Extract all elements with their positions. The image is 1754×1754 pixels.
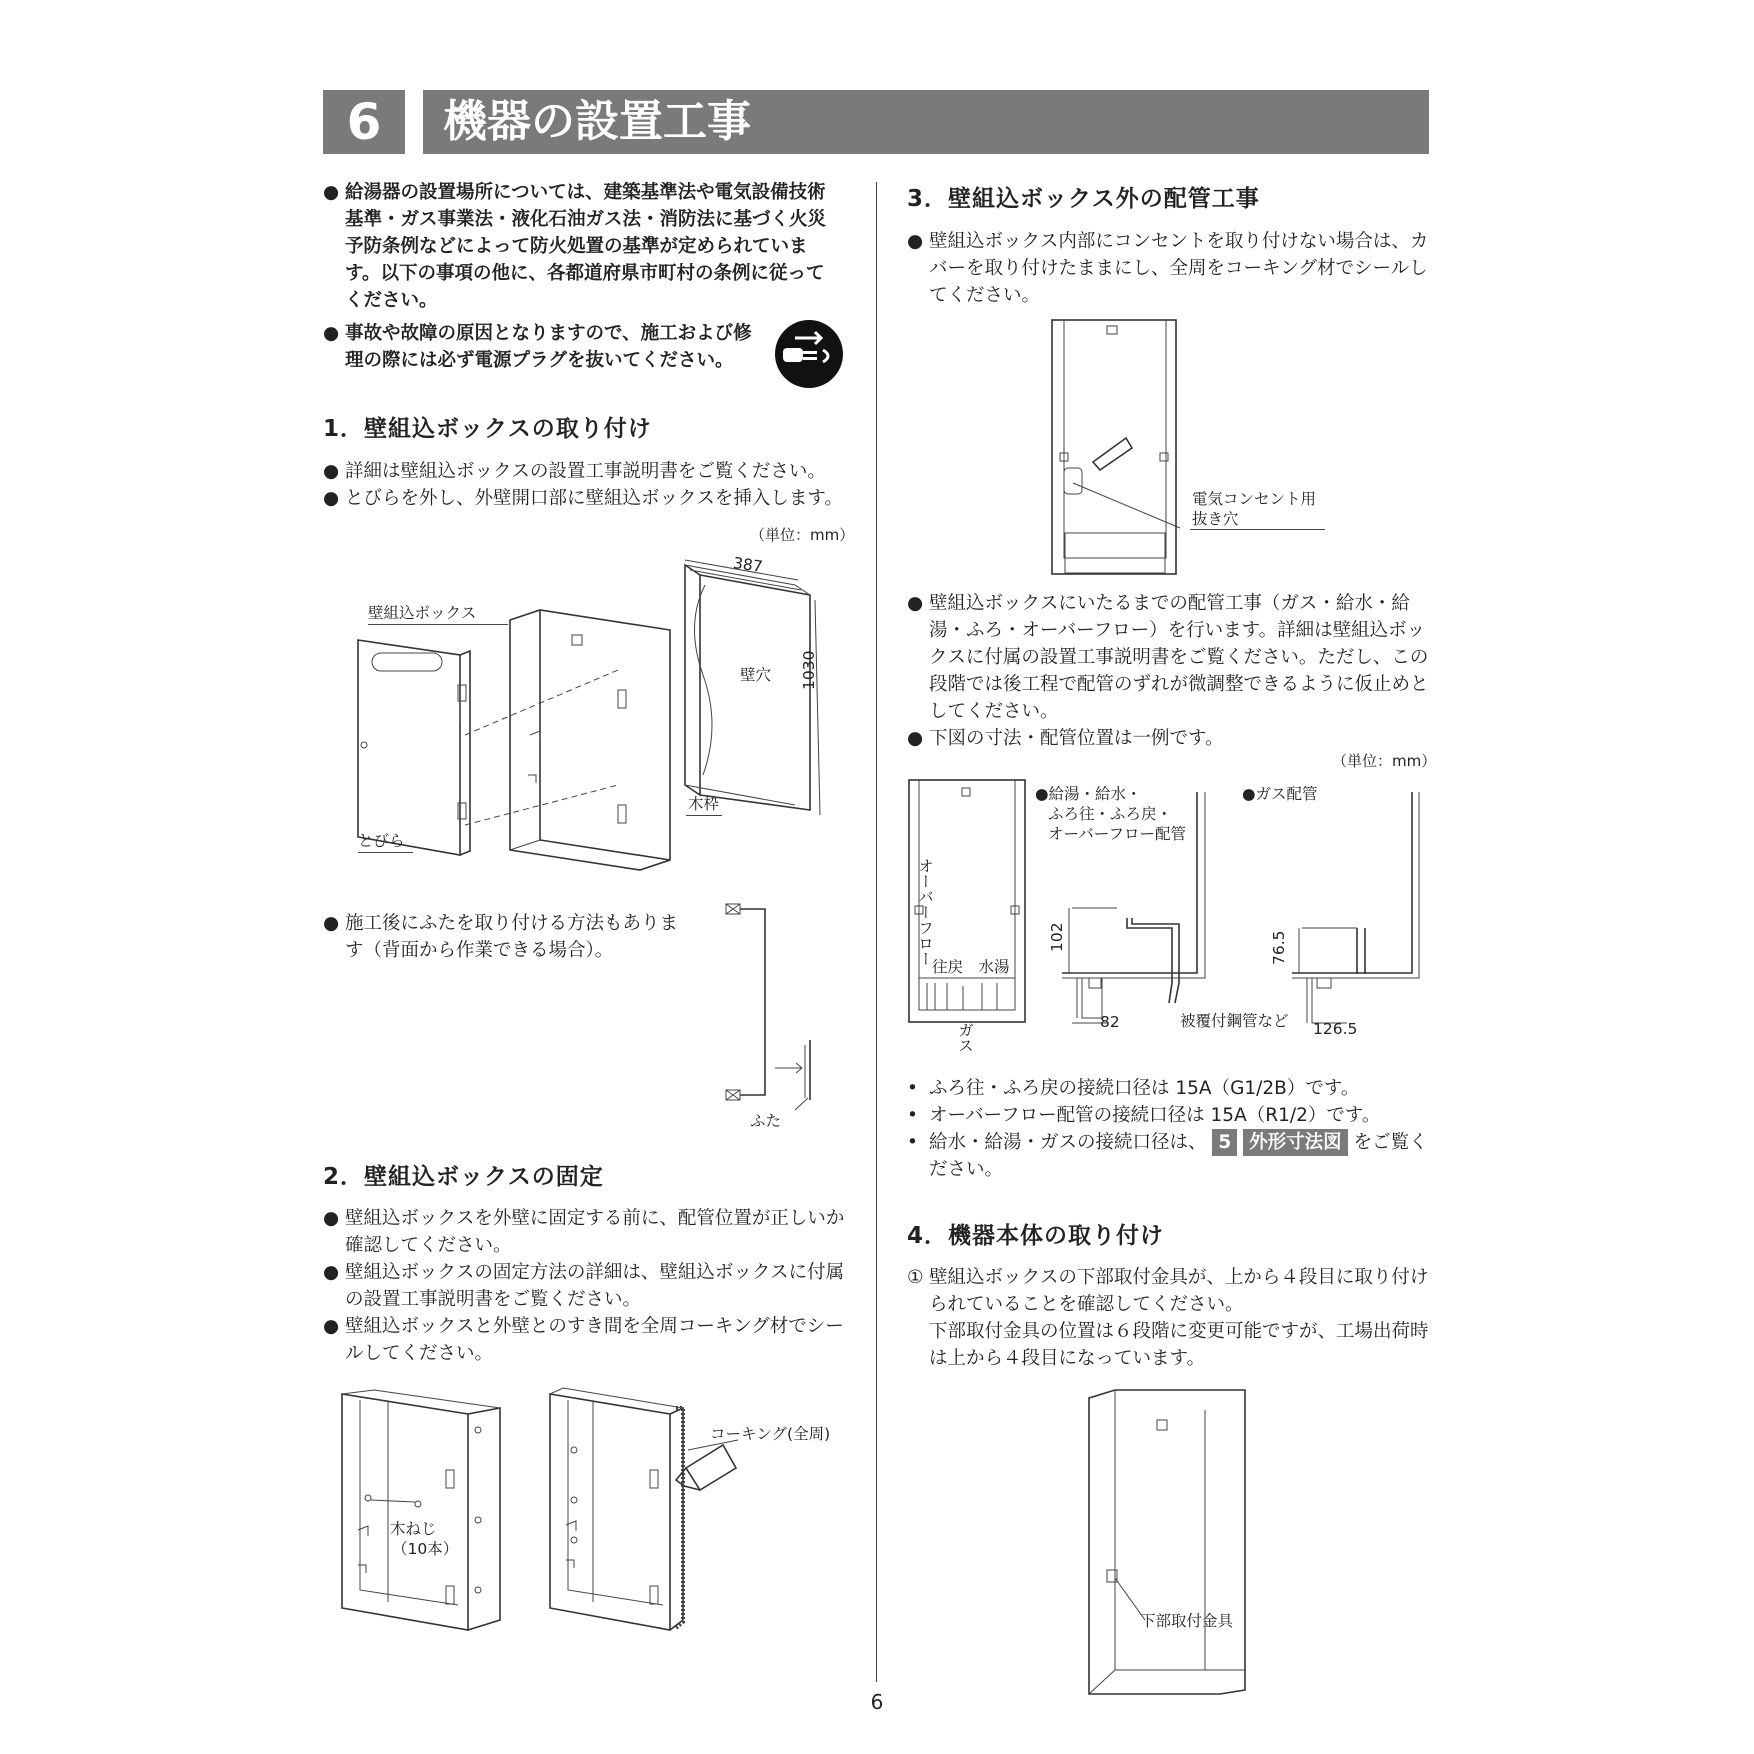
door-label-line: [358, 852, 413, 853]
overflow-label: オーバーフロー: [916, 858, 934, 967]
pipe-label-3: オーバーフロー配管: [1048, 825, 1186, 843]
section3-bullet-2: ● 下図の寸法・配管位置は一例です。: [907, 728, 1224, 749]
outlet-label-line: [1190, 529, 1325, 530]
frame-label: 木枠: [688, 795, 720, 813]
section2-bullet-1: ● 壁組込ボックスを外壁に固定する前に、配管位置が正しいか確認してください。: [323, 1208, 845, 1256]
intro-text-1: 給湯器の設置場所については、建築基準法や電気設備技術基準・ガス事業法・液化石油ガス法・消防法に基づく火災予防条例などによって防火処置の基準が定められています。以下の事項の他に、各都道府県市町村の条例に従ってください。: [345, 182, 827, 311]
note-3-pre: 給水・給湯・ガスの接続口径は、: [929, 1132, 1207, 1153]
chapter-title: 機器の設置工事: [423, 90, 1429, 154]
bracket-label: 下部取付金具: [1140, 1612, 1234, 1630]
section4-title: 4．機器本体の取り付け: [907, 1223, 1165, 1249]
screw-count: （10本）: [392, 1540, 459, 1558]
gas-label: ガス: [956, 1022, 974, 1053]
page-number: 6: [870, 1690, 884, 1714]
box-label-line: [368, 624, 508, 625]
note-3-post: をご覧ください。: [929, 1132, 1428, 1180]
wall-hole-label: 壁穴: [740, 666, 772, 684]
section2-title: 2．壁組込ボックスの固定: [323, 1164, 604, 1190]
note-1: • ふろ往・ふろ戻の接続口径は 15A（G1/2B）です。: [907, 1078, 1360, 1099]
intro-text-2: 事故や故障の原因となりますので、施工および修理の際には必ず電源プラグを抜いてください。: [345, 323, 752, 371]
section1-title: 1．壁組込ボックスの取り付け: [323, 416, 652, 442]
outlet-label-2: 抜き穴: [1192, 510, 1239, 528]
box-label: 壁組込ボックス: [368, 604, 477, 622]
step1-text: 壁組込ボックスの下部取付金具が、上から４段目に取り付けられていることを確認してください。: [929, 1267, 1429, 1315]
section1-unit: （単位：mm）: [750, 526, 855, 544]
gas-pipe-label: ●ガス配管: [1242, 785, 1318, 803]
intro-item-2: ● 事故や故障の原因となりますので、施工および修理の際には必ず電源プラグを抜いてください。: [323, 320, 763, 374]
dim-76-5: 76.5: [1270, 930, 1288, 965]
caulk-label: コーキング(全周): [710, 1425, 831, 1443]
door-label: とびら: [358, 832, 405, 850]
step1-detail: 下部取付金具の位置は６段階に変更可能ですが、工場出荷時は上から４段目になっています。: [929, 1321, 1429, 1369]
outlet-label-1: 電気コンセント用: [1192, 490, 1317, 508]
frame-label-line: [686, 815, 722, 816]
screw-label: 木ねじ: [390, 1520, 437, 1538]
note-2: • オーバーフロー配管の接続口径は 15A（R1/2）です。: [907, 1105, 1381, 1126]
lid-figure: [720, 900, 840, 1120]
intro-item-1: ● 給湯器の設置場所については、建築基準法や電気設備技術基準・ガス事業法・液化石油ガス法・消防法に基づく火災予防条例などによって防火処置の基準が定められています。以下の事項の他に、各都道府県市町村の条例に従ってください。: [323, 179, 843, 314]
height-dimension: 1030: [800, 650, 818, 690]
section2-bullet-2: ● 壁組込ボックスの固定方法の詳細は、壁組込ボックスに付属の設置工事説明書をご覧ください。: [323, 1262, 845, 1310]
section3-bullet-1: ● 壁組込ボックスにいたるまでの配管工事（ガス・給水・給湯・ふろ・オーバーフロー）を行います。詳細は壁組込ボックスに付属の設置工事説明書をご覧ください。ただし、この段階では後工程で配管のずれが微調整できるように仮止めとしてください。: [907, 593, 1429, 722]
reference-tag-title[interactable]: 外形寸法図: [1243, 1129, 1348, 1156]
section2-bullet-3: ● 壁組込ボックスと外壁とのすき間を全周コーキング材でシールしてください。: [323, 1316, 844, 1364]
section1-bullet-1: ● 詳細は壁組込ボックスの設置工事説明書をご覧ください。: [323, 461, 826, 482]
section3-unit: （単位：mm）: [1332, 752, 1437, 770]
lid-note: ● 施工後にふたを取り付ける方法もあります（背面から作業できる場合）。: [323, 913, 679, 961]
section3-title: 3．壁組込ボックス外の配管工事: [907, 186, 1260, 212]
section3-bullet-intro: ● 壁組込ボックス内部にコンセントを取り付けない場合は、カバーを取り付けたままにし、全周をコーキング材でシールしてください。: [907, 231, 1429, 306]
box-install-figure: [350, 555, 840, 875]
note-3: • 給水・給湯・ガスの接続口径は、 5 外形寸法図 をご覧ください。: [907, 1129, 1432, 1183]
bracket-box-figure: [1085, 1390, 1250, 1694]
step1-number: ①: [907, 1267, 924, 1288]
pipe-label-2: ふろ往・ふろ戻・: [1048, 805, 1173, 823]
outlet-box-figure: [1050, 318, 1180, 576]
dim-82: 82: [1100, 1013, 1120, 1031]
dim-126-5: 126.5: [1313, 1020, 1358, 1038]
reference-tag-number[interactable]: 5: [1212, 1129, 1237, 1156]
column-divider: [876, 182, 877, 1682]
coated-pipe-label: 被覆付鋼管など: [1180, 1012, 1289, 1030]
section1-bullet-2: ● とびらを外し、外壁開口部に壁組込ボックスを挿入します。: [323, 488, 843, 509]
unplug-warning-icon: [773, 318, 845, 390]
chapter-number: 6: [323, 90, 405, 154]
width-dimension: 387: [731, 554, 764, 576]
dim-102: 102: [1048, 922, 1066, 952]
pipe-label-1: ●給湯・給水・: [1035, 785, 1142, 803]
lid-label: ふた: [750, 1112, 782, 1130]
ports-label: 往戻 水湯: [932, 958, 1010, 976]
